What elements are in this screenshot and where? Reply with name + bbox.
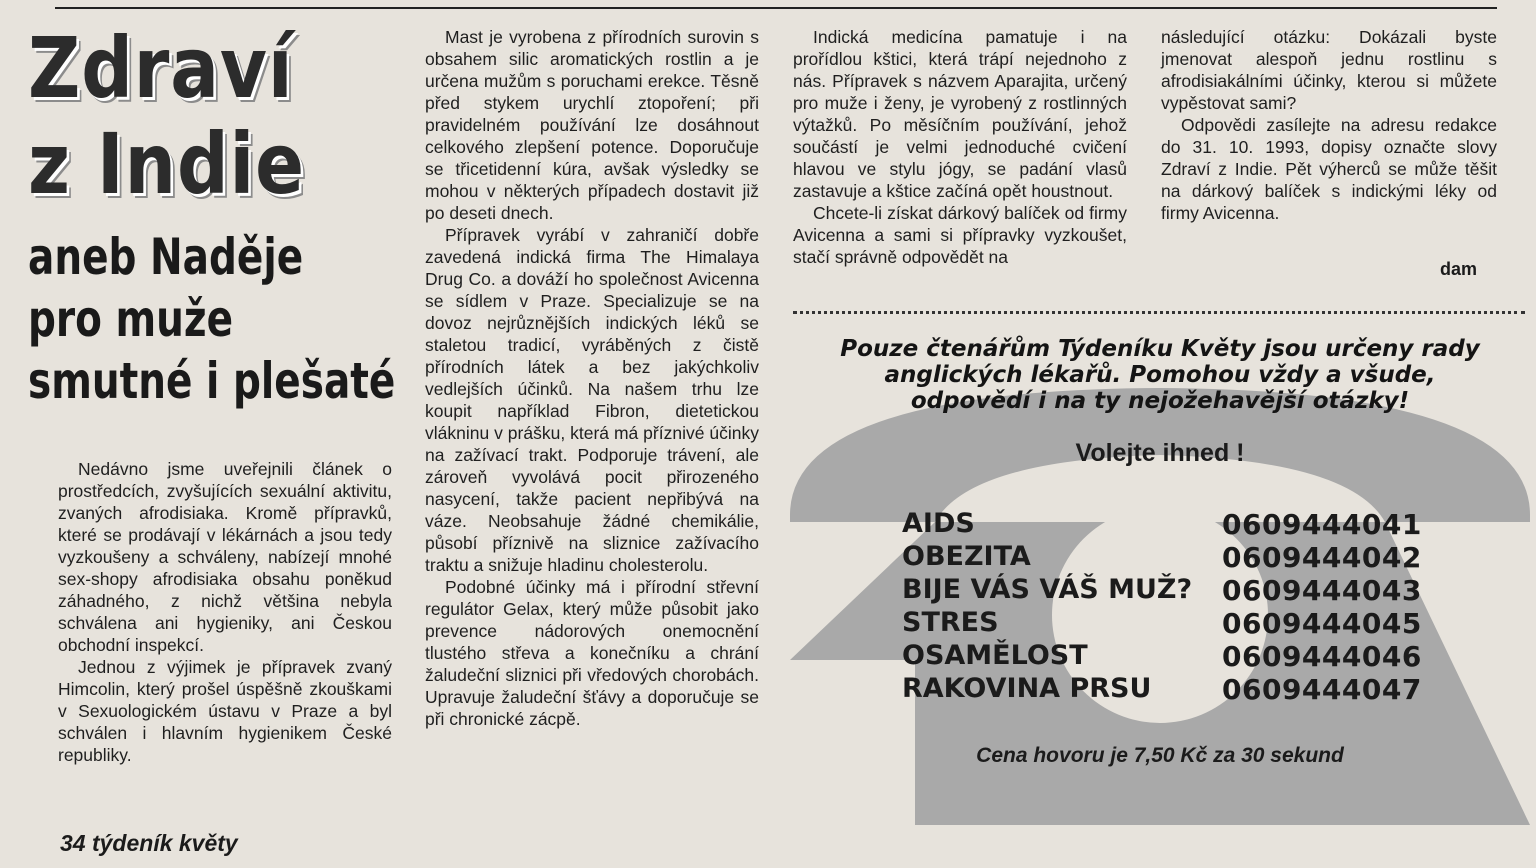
hotline-topic: AIDS xyxy=(902,508,975,539)
paragraph: Odpovědi zasílejte na adresu redakce do 31. 10. 1993, dopisy označte slovy Zdraví z Indie. Pět výherců se může těšit na dárkový balíček s indickými léky od firmy Avicenna. xyxy=(1161,115,1497,223)
headline-line-1: Zdraví xyxy=(28,19,294,117)
subtitle-line-3: smutné i plešaté xyxy=(28,352,396,410)
paragraph: Chcete-li získat dárkový balíček od firmy Avicenna a sami si přípravky vyzkoušet, stačí správně odpovědět na xyxy=(793,203,1127,267)
ad-headline-line: Pouze čtenářům Týdeníku Květy jsou určeny rady xyxy=(840,336,1480,362)
ad-headline xyxy=(790,336,1530,414)
paragraph: Mast je vyrobena z přírodních surovin s obsahem silic aromatických rostlin a je určena mužům s poruchami erekce. Těsně před stykem urychlí ztopoření; při pravidelném používání lze dosáhnout celkového zlepšení potence. Doporučuje se třicetidenní kúra, avšak výsledky se mohou v některých případech dostavit již po deseti dnech. xyxy=(425,27,759,223)
hotline-number: 0609444043 xyxy=(1222,574,1422,607)
advertisement xyxy=(790,330,1530,825)
call-price: Cena hovoru je 7,50 Kč za 30 sekund xyxy=(976,744,1344,767)
hotline-row xyxy=(902,508,1432,541)
paragraph: Indická medicína pamatuje i na prořídlou kštici, která trápí nejednoho z nás. Přípravek s názvem Aparajita, určený pro muže i ženy, je vyrobený z rostlinných výtažků. Po měsíčním používání, jehož součástí je velmi jednoduché cvičení hlavou ve stylu jógy, se padání vlasů zastavuje a kštice začíná opět houstnout. xyxy=(793,27,1127,201)
paragraph: Nedávno jsme uveřejnili článek o prostředcích, zvyšujících sexuální aktivitu, zvaných afrodisiaka. Kromě přípravků, které se prodávají v lékárnách a jsou tedy vyzkoušeny a schváleny, nabízejí mnohé sex-shopy afrodisiaka obsahu poněkud záhadného, z nichž většina nebyla schválena ani hygieniky, ani Českou obchodní inspekcí. xyxy=(58,459,392,655)
top-rule xyxy=(55,7,1497,9)
hotline-topic: RAKOVINA PRSU xyxy=(902,673,1152,704)
hotline-row xyxy=(902,607,1432,640)
hotline-number: 0609444041 xyxy=(1222,508,1422,541)
hotline-row xyxy=(902,640,1432,673)
hotline-topic: OSAMĚLOST xyxy=(902,640,1088,671)
hotline-row xyxy=(902,574,1432,607)
page-footer: 34 týdeník květy xyxy=(60,830,238,856)
paragraph: následující otázku: Dokázali byste jmenovat alespoň jednu rostlinu s afrodisiakálními účinky, kterou si můžete vypěstovat sami? xyxy=(1161,27,1497,113)
author-signature: dam xyxy=(1440,259,1478,279)
article-column-3 xyxy=(793,26,1127,268)
hotline-number: 0609444046 xyxy=(1222,640,1422,673)
headline-line-2: z Indie xyxy=(28,115,306,213)
headline xyxy=(28,20,408,412)
hotline-topic: OBEZITA xyxy=(902,541,1031,572)
article-column-4 xyxy=(1161,26,1497,224)
call-now-text: Volejte ihned ! xyxy=(1075,439,1245,467)
paragraph: Jednou z výjimek je přípravek zvaný Himcolin, který prošel úspěšně zkouškami v Sexuologickém ústavu v Praze a byl schválen i hlavním hygienikem České republiky. xyxy=(58,657,392,765)
article-column-2 xyxy=(425,26,759,730)
hotline-list xyxy=(902,508,1432,706)
subtitle-line-2: pro muže xyxy=(28,290,234,348)
hotline-topic: BIJE VÁS VÁŠ MUŽ? xyxy=(902,574,1193,605)
paragraph: Přípravek vyrábí v zahraničí dobře zavedená indická firma The Himalaya Drug Co. a dováží ho společnost Avicenna se sídlem v Praze. Specializuje se na dovoz nejrůznějších indických léků se staletou tradicí, vyráběných z čistě přírodních látek a bez jakýchkoliv vedlejších účinků. Na našem trhu lze koupit například Fibron, dietetickou vlákninu v prášku, která má příznivé účinky na zažívací trakt. Podporuje trávení, ale zároveň vyvolává pocit přirozeného nasycení, takže pacient nepřibývá na váze. Neobsahuje žádné chemikálie, působí příznivě na sliznice zažívacího traktu a snižuje hladinu cholesterolu. xyxy=(425,225,759,575)
subtitle-line-1: aneb Naděje xyxy=(28,228,304,286)
ad-headline-line: anglických lékařů. Pomohou vždy a všude, xyxy=(884,362,1436,388)
hotline-number: 0609444042 xyxy=(1222,541,1422,574)
paragraph: Podobné účinky má i přírodní střevní regulátor Gelax, který může působit jako prevence nádorových onemocnění tlustého střeva a konečníku a chrání žaludeční sliznici při vředových chorobách. Upravuje žaludeční šťávy a doporučuje se při chronické zácpě. xyxy=(425,577,759,729)
hotline-topic: STRES xyxy=(902,607,999,638)
ad-headline-line: odpovědí i na ty nejožehavější otázky! xyxy=(910,388,1410,414)
hotline-row xyxy=(902,673,1432,706)
hotline-number: 0609444045 xyxy=(1222,607,1422,640)
article-column-1 xyxy=(58,458,392,766)
hotline-number: 0609444047 xyxy=(1222,673,1422,706)
hotline-row xyxy=(902,541,1432,574)
dotted-divider xyxy=(793,311,1525,314)
